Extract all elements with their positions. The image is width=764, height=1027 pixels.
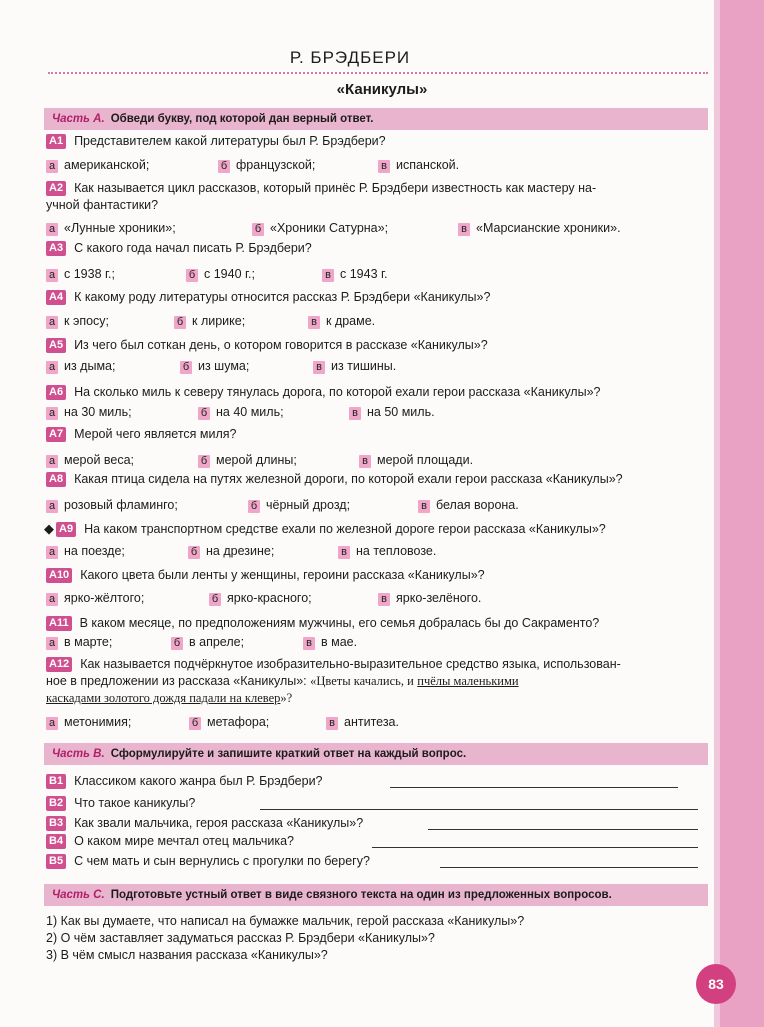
answer-letter: б — [188, 546, 200, 559]
question-number-badge: А2 — [46, 181, 66, 196]
answer-option-а[interactable] — [46, 714, 131, 730]
question-text: Классиком какого жанра был Р. Брэдбери? — [74, 774, 323, 788]
answer-letter: в — [378, 593, 390, 606]
answer-letter: б — [189, 717, 201, 730]
answer-line[interactable] — [440, 867, 698, 868]
answer-option-б[interactable] — [174, 313, 245, 329]
answer-option-а[interactable] — [46, 497, 178, 513]
answer-letter: а — [46, 593, 58, 606]
underlined-quote-text: пчёлы маленькими — [417, 674, 519, 688]
answer-letter: а — [46, 269, 58, 282]
answer-text: французской; — [236, 158, 316, 172]
answer-letter: в — [458, 223, 470, 236]
question-a10 — [46, 567, 706, 584]
answer-text: на тепловозе. — [356, 544, 437, 558]
answer-line[interactable] — [390, 787, 678, 788]
part-b-instruction: Сформулируйте и запишите краткий ответ на каждый вопрос. — [110, 748, 467, 760]
answer-text: из тишины. — [331, 359, 397, 373]
question-number-badge: А10 — [46, 568, 72, 583]
question-text: Из чего был соткан день, о котором говорится в рассказе «Каникулы»? — [74, 338, 488, 352]
question-a9 — [44, 520, 704, 538]
answer-text: «Хроники Сатурна»; — [270, 221, 389, 235]
question-text: Как называется цикл рассказов, который принёс Р. Брэдбери известность как мастеру на- — [74, 181, 597, 195]
answer-option-а[interactable] — [46, 313, 109, 329]
question-number-badge: А11 — [46, 616, 72, 631]
answer-option-в[interactable] — [322, 266, 388, 282]
question-number-badge: В4 — [46, 834, 66, 849]
answer-text: мерой веса; — [64, 453, 135, 467]
answer-text: метонимия; — [64, 715, 132, 729]
question-number-badge: А12 — [46, 657, 72, 672]
answer-option-б[interactable] — [209, 590, 312, 606]
answer-text: американской; — [64, 158, 150, 172]
answer-text: «Марсианские хроники». — [476, 221, 621, 235]
question-a6 — [46, 384, 706, 401]
answer-option-б[interactable] — [252, 220, 388, 236]
answer-letter: б — [186, 269, 198, 282]
answer-letter: а — [46, 500, 58, 513]
answer-letter: б — [171, 637, 183, 650]
answer-letter: б — [198, 455, 210, 468]
answer-letter: а — [46, 637, 58, 650]
answer-option-в[interactable] — [313, 358, 396, 374]
part-c-label: Часть С. — [52, 889, 105, 901]
page-number: 83 — [696, 964, 736, 1004]
question-text: С чем мать и сын вернулись с прогулки по берегу? — [74, 854, 370, 868]
answer-option-б[interactable] — [188, 543, 274, 559]
question-number-badge: А7 — [46, 427, 66, 442]
page-edge-stripe-light — [714, 0, 720, 1027]
answer-letter: в — [326, 717, 338, 730]
answer-option-в[interactable] — [303, 634, 357, 650]
answer-text: с 1938 г.; — [64, 267, 115, 281]
answer-option-в[interactable] — [378, 157, 459, 173]
question-text: В каком месяце, по предположениям мужчины, его семья добралась бы до Сакраменто? — [79, 616, 600, 630]
answer-letter: а — [46, 455, 58, 468]
question-number-badge: А9 — [56, 522, 76, 537]
answer-text: чёрный дрозд; — [266, 498, 351, 512]
answer-letter: б — [209, 593, 221, 606]
answer-letter: в — [313, 361, 325, 374]
answer-text: ярко-жёлтого; — [64, 591, 145, 605]
question-text: Как звали мальчика, героя рассказа «Каникулы»? — [74, 816, 364, 830]
answer-letter: б — [248, 500, 260, 513]
answer-text: на 40 миль; — [216, 405, 284, 419]
answer-option-а[interactable] — [46, 634, 112, 650]
quote-end: »? — [280, 691, 293, 705]
answer-text: с 1940 г.; — [204, 267, 255, 281]
answer-option-б[interactable] — [248, 497, 350, 513]
answer-option-а[interactable] — [46, 266, 115, 282]
question-a7 — [46, 426, 706, 443]
question-text: Что такое каникулы? — [74, 796, 196, 810]
answer-option-а[interactable] — [46, 157, 149, 173]
answer-letter: а — [46, 546, 58, 559]
answer-text: к лирике; — [192, 314, 246, 328]
answer-text: на дрезине; — [206, 544, 275, 558]
answer-letter: б — [252, 223, 264, 236]
answer-letter: в — [349, 407, 361, 420]
question-text-line2: учной фантастики? — [46, 198, 159, 212]
story-title: «Каникулы» — [336, 81, 428, 98]
part-c-question-2: 2) О чём заставляет задуматься рассказ Р. Брэдбери «Каникулы»? — [46, 931, 435, 945]
question-a2 — [46, 180, 706, 214]
question-text: К какому роду литературы относится рассказ Р. Брэдбери «Каникулы»? — [74, 290, 491, 304]
answer-option-б[interactable] — [198, 404, 284, 420]
answer-option-в[interactable] — [359, 452, 473, 468]
answer-text: белая ворона. — [436, 498, 519, 512]
answer-text: розовый фламинго; — [64, 498, 178, 512]
dotted-divider — [48, 72, 708, 74]
question-text: Какого цвета были ленты у женщины, героини рассказа «Каникулы»? — [80, 568, 485, 582]
answer-option-б[interactable] — [218, 157, 315, 173]
answer-letter: а — [46, 316, 58, 329]
answer-option-б[interactable] — [180, 358, 249, 374]
question-number-badge: В1 — [46, 774, 66, 789]
answer-letter: в — [378, 160, 390, 173]
answer-letter: а — [46, 717, 58, 730]
answer-letter: а — [46, 407, 58, 420]
answer-option-а[interactable] — [46, 543, 125, 559]
answer-text: на 50 миль. — [367, 405, 435, 419]
answer-text: из шума; — [198, 359, 250, 373]
part-c-question-3: 3) В чём смысл названия рассказа «Каникулы»? — [46, 948, 328, 962]
diamond-icon: ◆ — [44, 521, 54, 536]
answer-option-а[interactable] — [46, 452, 134, 468]
part-c-question-1: 1) Как вы думаете, что написал на бумажке мальчик, герой рассказа «Каникулы»? — [46, 914, 525, 928]
question-number-badge: А8 — [46, 472, 66, 487]
answer-text: в мае. — [321, 635, 358, 649]
question-number-badge: А6 — [46, 385, 66, 400]
answer-letter: б — [198, 407, 210, 420]
answer-letter: б — [174, 316, 186, 329]
answer-option-в[interactable] — [458, 220, 621, 236]
question-number-badge: А1 — [46, 134, 66, 149]
underlined-quote-text-2: каскадами золотого дождя падали на клевер — [46, 691, 281, 705]
answer-text: к эпосу; — [64, 314, 110, 328]
question-a5 — [46, 337, 706, 354]
part-b-bar — [44, 743, 708, 765]
answer-text: в апреле; — [189, 635, 245, 649]
question-text: Как называется подчёркнутое изобразительно-выразительное средство языка, использован- — [80, 657, 621, 671]
answer-option-б[interactable] — [189, 714, 269, 730]
answer-letter: в — [303, 637, 315, 650]
answer-text: метафора; — [207, 715, 270, 729]
question-text: О каком мире мечтал отец мальчика? — [74, 834, 294, 848]
answer-line[interactable] — [372, 847, 698, 848]
answer-option-в[interactable] — [338, 543, 436, 559]
part-a-label: Часть А. — [52, 113, 105, 125]
part-a-instruction: Обведи букву, под которой дан верный ответ. — [110, 113, 374, 125]
answer-option-а[interactable] — [46, 220, 176, 236]
answer-option-а[interactable] — [46, 358, 115, 374]
question-text: С какого года начал писать Р. Брэдбери? — [74, 241, 312, 255]
answer-option-б[interactable] — [198, 452, 297, 468]
question-number-badge: А4 — [46, 290, 66, 305]
answer-text: антитеза. — [344, 715, 399, 729]
answer-option-в[interactable] — [418, 497, 519, 513]
answer-text: с 1943 г. — [340, 267, 388, 281]
answer-text: на 30 миль; — [64, 405, 132, 419]
quote-text: «Цветы качались, и — [310, 674, 414, 688]
question-number-badge: В3 — [46, 816, 66, 831]
answer-letter: в — [322, 269, 334, 282]
question-number-badge: В5 — [46, 854, 66, 869]
question-a8 — [46, 471, 706, 488]
answer-letter: б — [218, 160, 230, 173]
question-text: Представителем какой литературы был Р. Брэдбери? — [74, 134, 386, 148]
answer-letter: а — [46, 160, 58, 173]
answer-letter: б — [180, 361, 192, 374]
answer-line[interactable] — [260, 809, 698, 810]
answer-text: на поезде; — [64, 544, 125, 558]
question-text-continued — [46, 673, 706, 707]
answer-text: «Лунные хроники»; — [64, 221, 176, 235]
answer-letter: а — [46, 361, 58, 374]
question-a4 — [46, 289, 706, 306]
answer-option-в[interactable] — [308, 313, 375, 329]
answer-text: ярко-красного; — [227, 591, 312, 605]
part-b-label: Часть В. — [52, 748, 105, 760]
question-a3 — [46, 240, 706, 257]
answer-text: испанской. — [396, 158, 460, 172]
answer-text: из дыма; — [64, 359, 116, 373]
question-a11 — [46, 615, 706, 632]
answer-option-в[interactable] — [378, 590, 481, 606]
answer-option-а[interactable] — [46, 404, 132, 420]
answer-option-в[interactable] — [349, 404, 435, 420]
question-a1 — [46, 133, 706, 150]
answer-text: к драме. — [326, 314, 376, 328]
answer-letter: а — [46, 223, 58, 236]
answer-text: мерой площади. — [377, 453, 474, 467]
part-a-bar — [44, 108, 708, 130]
answer-letter: в — [308, 316, 320, 329]
part-c-instruction: Подготовьте устный ответ в виде связного текста на один из предложенных вопросов. — [110, 889, 612, 901]
question-text-line2: ное в предложении из рассказа «Каникулы»: — [46, 674, 307, 688]
answer-option-в[interactable] — [326, 714, 399, 730]
answer-letter: в — [359, 455, 371, 468]
question-text-continued — [46, 197, 706, 214]
author-heading: Р. БРЭДБЕРИ — [289, 48, 411, 67]
answer-letter: в — [338, 546, 350, 559]
question-text: Какая птица сидела на путях железной дороги, по которой ехали герои рассказа «Каникулы»? — [74, 472, 623, 486]
question-number-badge: В2 — [46, 796, 66, 811]
question-a12 — [46, 656, 706, 707]
answer-text: в марте; — [64, 635, 113, 649]
part-c-bar — [44, 884, 708, 906]
answer-letter: в — [418, 500, 430, 513]
question-number-badge: А3 — [46, 241, 66, 256]
answer-line[interactable] — [428, 829, 698, 830]
answer-option-б[interactable] — [186, 266, 255, 282]
answer-text: ярко-зелёного. — [396, 591, 482, 605]
answer-option-а[interactable] — [46, 590, 144, 606]
question-text: На каком транспортном средстве ехали по железной дороге герои рассказа «Каникулы»? — [84, 522, 606, 536]
answer-option-б[interactable] — [171, 634, 244, 650]
question-text: Мерой чего является миля? — [74, 427, 237, 441]
answer-text: мерой длины; — [216, 453, 297, 467]
question-text: На сколько миль к северу тянулась дорога, по которой ехали герои рассказа «Каникулы»? — [74, 385, 601, 399]
page-edge-stripe — [720, 0, 764, 1027]
question-number-badge: А5 — [46, 338, 66, 353]
